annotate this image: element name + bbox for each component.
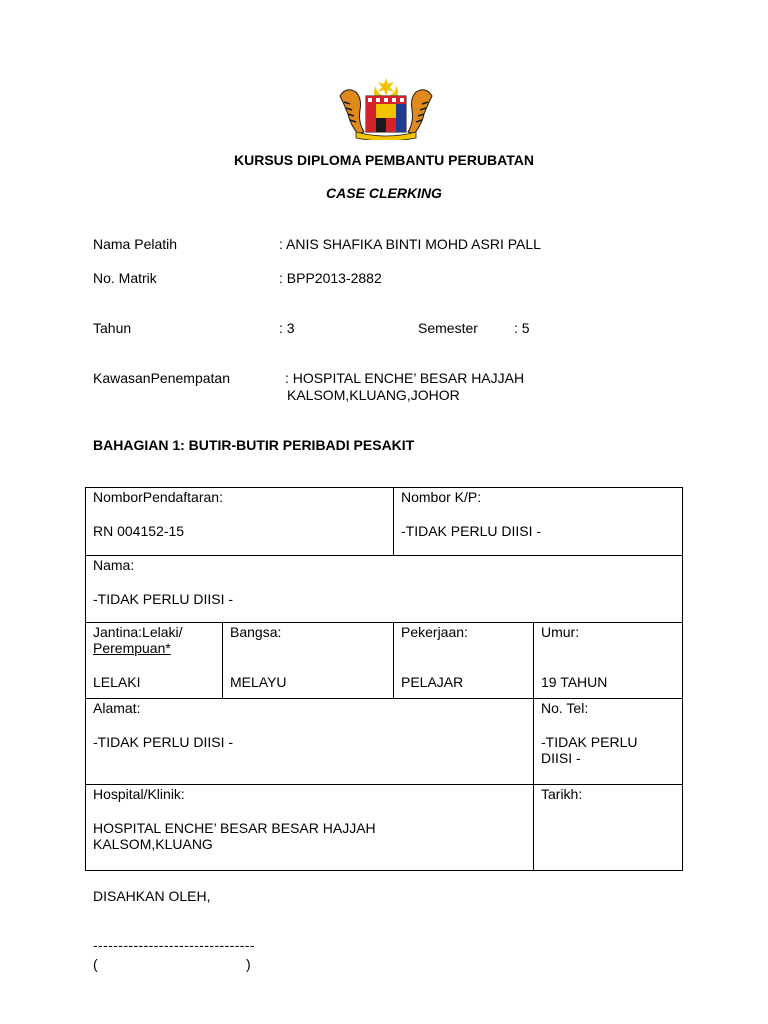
signature-line: -------------------------------- [93,937,255,953]
form-title: CASE CLERKING [326,185,442,201]
occupation-value: PELAJAR [401,674,464,690]
phone-value-line2: DIISI - [541,750,581,766]
year-value: : 3 [279,320,295,336]
course-title: KURSUS DIPLOMA PEMBANTU PERUBATAN [234,152,534,168]
semester-label: Semester [418,320,478,336]
year-label: Tahun [93,320,132,336]
coat-of-arms-icon [332,76,440,140]
registration-cell [86,488,394,556]
age-label: Umur: [541,624,580,640]
hospital-label: Hospital/Klinik: [93,786,185,802]
gender-label-line2: Perempuan* [93,640,171,656]
patient-name-label: Nama: [93,557,135,573]
trainee-name-label: Nama Pelatih [93,236,178,252]
verified-by: DISAHKAN OLEH, [93,888,211,904]
address-value: -TIDAK PERLU DIISI - [93,734,234,750]
table-row [86,488,683,556]
race-value: MELAYU [230,674,287,690]
placement-label: KawasanPenempatan [93,370,230,386]
race-label: Bangsa: [230,624,282,640]
trainee-name-value: : ANIS SHAFIKA BINTI MOHD ASRI PALL [279,236,541,252]
phone-label: No. Tel: [541,700,589,716]
age-cell [534,623,683,699]
ic-cell [394,488,683,556]
ic-value: -TIDAK PERLU DIISI - [401,523,542,539]
gender-cell [86,623,223,699]
phone-value-line1: -TIDAK PERLU [541,734,638,750]
date-cell [534,785,683,871]
placement-value-line2: KALSOM,KLUANG,JOHOR [287,387,460,403]
name-bracket-close: ) [246,956,251,972]
matric-label: No. Matrik [93,270,157,286]
table-row [86,785,683,871]
patient-details-table [85,487,683,871]
matric-value: : BPP2013-2882 [279,270,382,286]
placement-value-line1: : HOSPITAL ENCHE’ BESAR HAJJAH [285,370,525,386]
gender-value: LELAKI [93,674,141,690]
age-value: 19 TAHUN [541,674,608,690]
gender-label-line1: Jantina:Lelaki/ [93,624,183,640]
address-cell [86,699,534,785]
ic-label: Nombor K/P: [401,489,482,505]
race-cell [223,623,394,699]
registration-value: RN 004152-15 [93,523,185,539]
name-bracket-open: ( [93,956,98,972]
table-row [86,556,683,623]
hospital-cell [86,785,534,871]
phone-cell [534,699,683,785]
registration-label: NomborPendaftaran: [93,489,223,505]
hospital-value-line2: KALSOM,KLUANG [93,836,213,852]
table-row [86,699,683,785]
table-row [86,623,683,699]
section-heading: BAHAGIAN 1: BUTIR-BUTIR PERIBADI PESAKIT [93,437,415,453]
semester-value: : 5 [514,320,530,336]
occupation-cell [394,623,534,699]
date-label: Tarikh: [541,786,583,802]
hospital-value-line1: HOSPITAL ENCHE’ BESAR BESAR HAJJAH [93,820,376,836]
name-cell [86,556,683,623]
occupation-label: Pekerjaan: [401,624,468,640]
patient-name-value: -TIDAK PERLU DIISI - [93,591,234,607]
address-label: Alamat: [93,700,141,716]
